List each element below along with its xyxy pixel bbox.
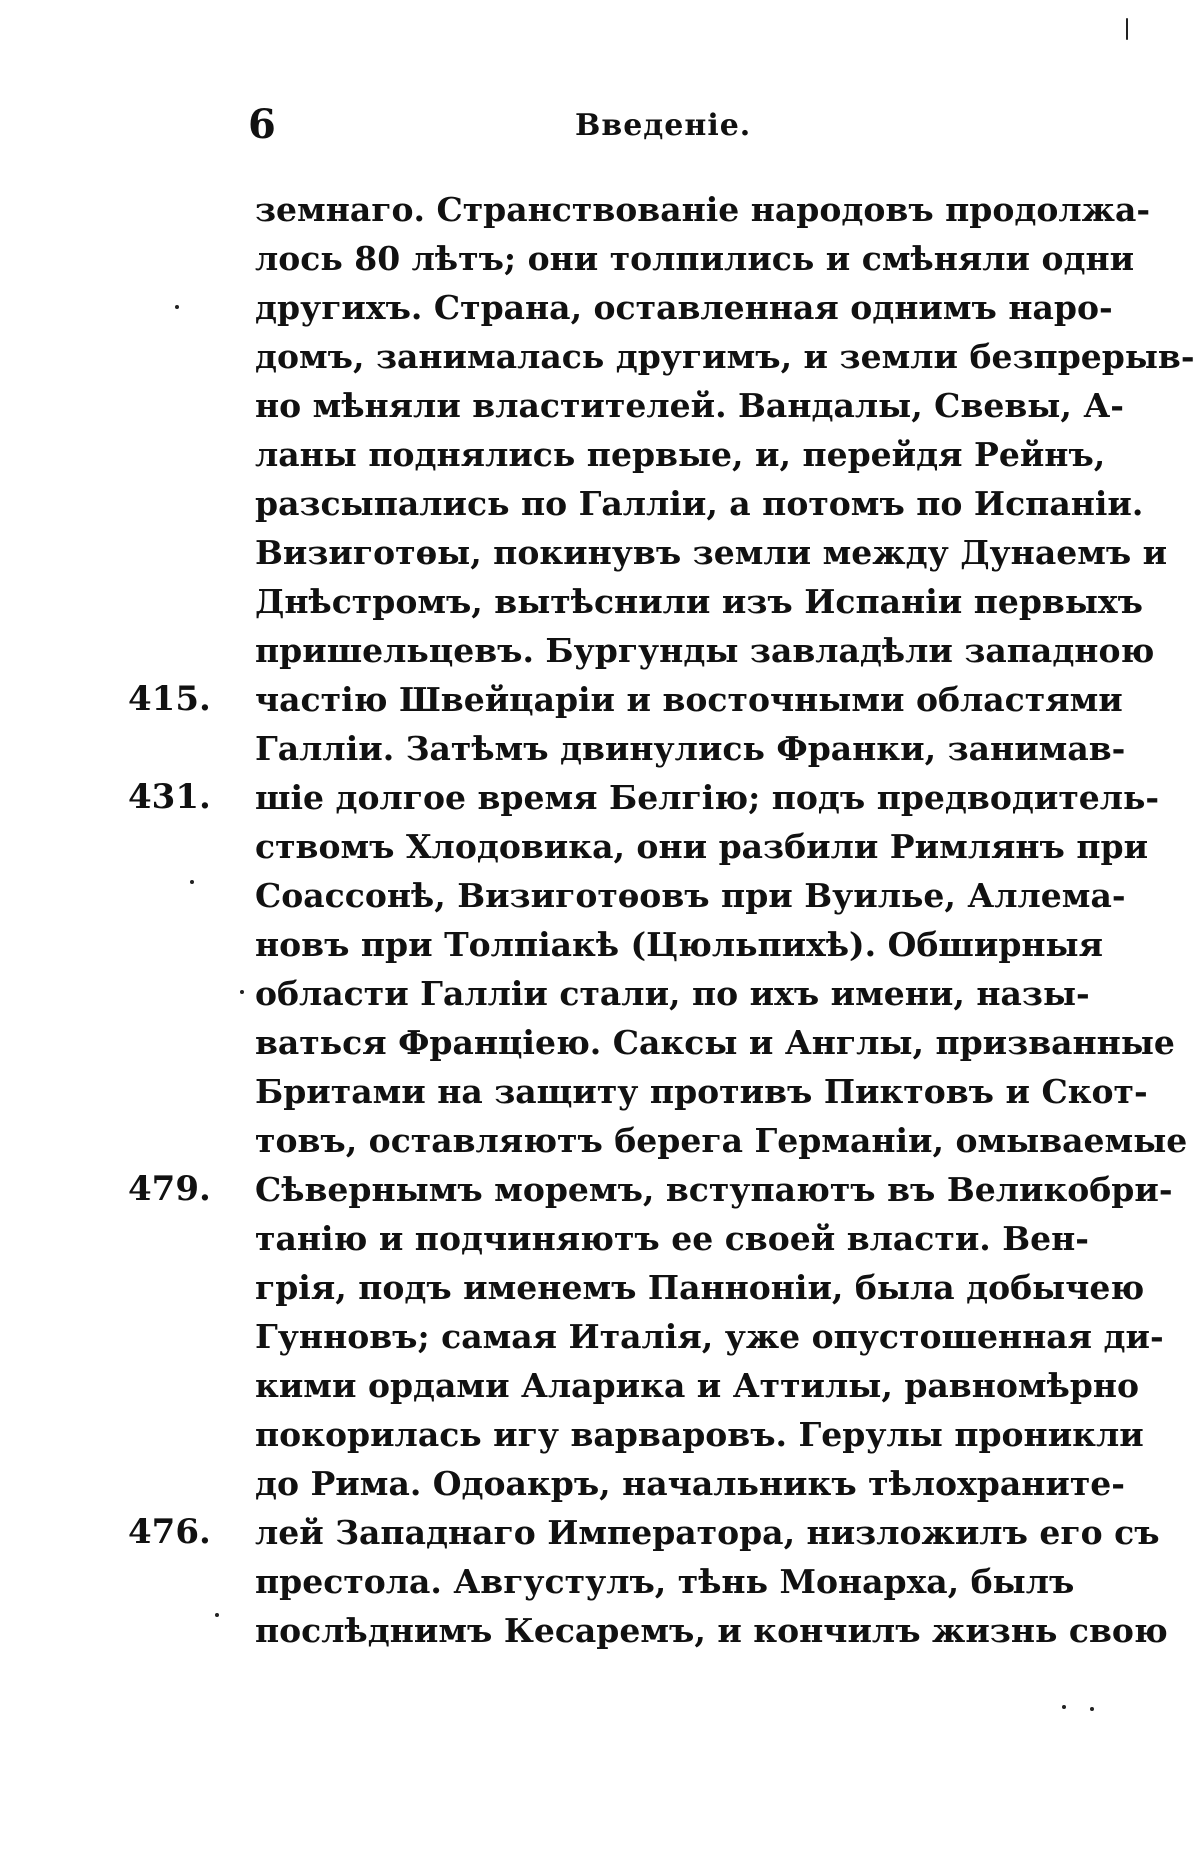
scan-speck bbox=[1090, 1707, 1094, 1711]
text-line: Сѣвернымъ моремъ, вступаютъ въ Великобри- bbox=[255, 1170, 1173, 1209]
scan-speck bbox=[240, 990, 244, 994]
text-line: новъ при Толпіакѣ (Цюльпихѣ). Обширныя bbox=[255, 925, 1104, 964]
text-line: кими ордами Аларика и Аттилы, равномѣрно bbox=[255, 1366, 1140, 1405]
text-line: Днѣстромъ, вытѣснили изъ Испаніи первыхъ bbox=[255, 582, 1143, 621]
text-line: лей Западнаго Императора, низложилъ его съ bbox=[255, 1513, 1160, 1552]
text-line: разсыпались по Галліи, а потомъ по Испаніи. bbox=[255, 484, 1144, 523]
text-line: Соассонѣ, Визиготѳовъ при Вуилье, Аллема- bbox=[255, 876, 1126, 915]
scan-speck bbox=[215, 1613, 219, 1617]
text-line: грія, подъ именемъ Панноніи, была добычею bbox=[255, 1268, 1145, 1307]
text-line: ваться Франціею. Саксы и Англы, призванные bbox=[255, 1023, 1175, 1062]
page-header bbox=[240, 100, 1040, 150]
text-line: Гунновъ; самая Италія, уже опустошенная ди- bbox=[255, 1317, 1164, 1356]
text-line: пришельцевъ. Бургунды завладѣли западною bbox=[255, 631, 1155, 670]
text-line: частію Швейцаріи и восточными областями bbox=[255, 680, 1123, 719]
text-line: Визиготѳы, покинувъ земли между Дунаемъ и bbox=[255, 533, 1168, 572]
margin-date: 431. bbox=[128, 777, 211, 817]
text-line: Галліи. Затѣмъ двинулись Франки, занимав- bbox=[255, 729, 1126, 768]
scan-speck bbox=[175, 305, 179, 309]
text-line: ствомъ Хлодовика, они разбили Римлянъ при bbox=[255, 827, 1149, 866]
page-number: 6 bbox=[248, 101, 276, 148]
scan-speck bbox=[1126, 18, 1128, 40]
text-line: но мѣняли властителей. Вандалы, Свевы, А- bbox=[255, 386, 1124, 425]
text-line: товъ, оставляютъ берега Германіи, омываемые bbox=[255, 1121, 1188, 1160]
running-title: Введеніе. bbox=[575, 108, 752, 143]
margin-notes bbox=[128, 0, 228, 1872]
text-line: домъ, занималась другимъ, и земли безпрерыв- bbox=[255, 337, 1195, 376]
text-line: шіе долгое время Белгію; подъ предводитель- bbox=[255, 778, 1160, 817]
scan-speck bbox=[190, 880, 194, 884]
text-line: области Галліи стали, по ихъ имени, назы- bbox=[255, 974, 1090, 1013]
text-line: ланы поднялись первые, и, перейдя Рейнъ, bbox=[255, 435, 1106, 474]
margin-date: 415. bbox=[128, 679, 211, 719]
text-line: танію и подчиняютъ ее своей власти. Вен- bbox=[255, 1219, 1090, 1258]
scan-speck bbox=[1062, 1705, 1066, 1709]
text-line: лось 80 лѣтъ; они толпились и смѣняли одни bbox=[255, 239, 1135, 278]
text-line: Бритами на защиту противъ Пиктовъ и Скот- bbox=[255, 1072, 1148, 1111]
text-line: другихъ. Страна, оставленная однимъ наро- bbox=[255, 288, 1113, 327]
text-line: послѣднимъ Кесаремъ, и кончилъ жизнь свою bbox=[255, 1611, 1168, 1650]
margin-date: 479. bbox=[128, 1169, 211, 1209]
text-line: престола. Августулъ, тѣнь Монарха, былъ bbox=[255, 1562, 1075, 1601]
body-text bbox=[255, 185, 1195, 1655]
text-line: земнаго. Странствованіе народовъ продолжа- bbox=[255, 190, 1151, 229]
text-line: до Рима. Одоакръ, начальникъ тѣлохраните- bbox=[255, 1464, 1125, 1503]
text-line: покорилась игу варваровъ. Герулы проникли bbox=[255, 1415, 1144, 1454]
margin-date: 476. bbox=[128, 1512, 211, 1552]
